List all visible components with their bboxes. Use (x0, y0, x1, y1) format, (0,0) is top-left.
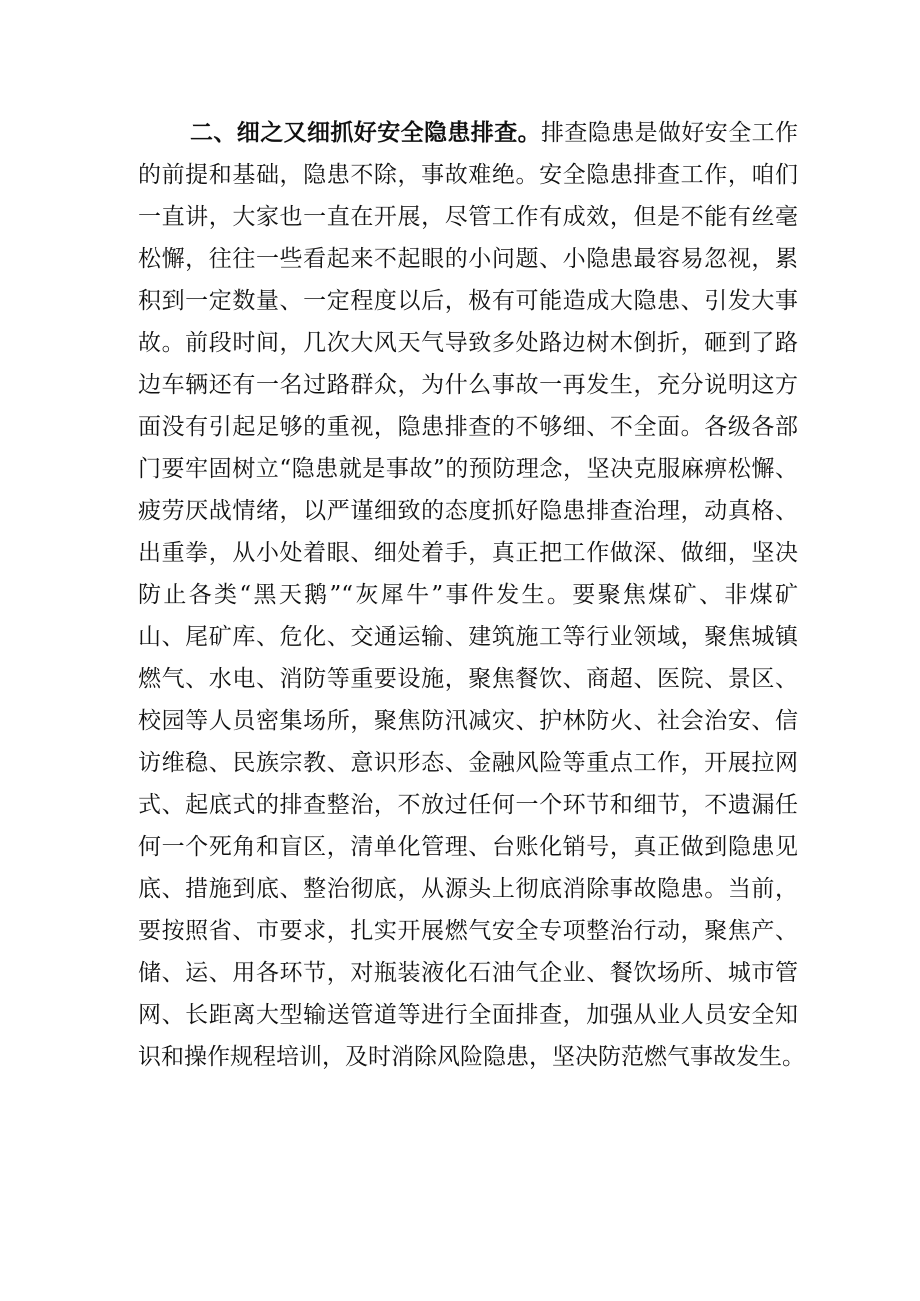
paragraph-line-21: 储、运、用各环节，对瓶装液化石油气企业、餐饮场所、城市管 (138, 960, 798, 986)
paragraph-line-11: 出重拳，从小处着眼、细处着手，真正把工作做深、做细，坚决 (138, 540, 798, 566)
paragraph-line-12: 防止各类“黑天鹅”“灰犀牛”事件发生。要聚焦煤矿、非煤矿 (138, 582, 798, 608)
body-paragraph (138, 112, 805, 1078)
paragraph-line-23: 识和操作规程培训，及时消除风险隐患，坚决防范燃气事故发生。 (138, 1044, 805, 1070)
paragraph-line-5: 积到一定数量、一定程度以后，极有可能造成大隐患、引发大事 (138, 288, 798, 314)
paragraph-line-18: 何一个死角和盲区，清单化管理、台账化销号，真正做到隐患见 (138, 834, 798, 860)
paragraph-line-9: 门要牢固树立“隐患就是事故”的预防理念，坚决克服麻痹松懈、 (138, 456, 798, 482)
paragraph-line-3: 一直讲，大家也一直在开展，尽管工作有成效，但是不能有丝毫 (138, 204, 798, 230)
paragraph-line-10: 疲劳厌战情绪，以严谨细致的态度抓好隐患排查治理，动真格、 (138, 498, 798, 524)
line-text: 排查隐患是做好安全工作 (541, 120, 799, 146)
paragraph-line-19: 底、措施到底、整治彻底，从源头上彻底消除事故隐患。当前， (138, 876, 798, 902)
paragraph-line-17: 式、起底式的排查整治，不放过任何一个环节和细节，不遗漏任 (138, 792, 798, 818)
paragraph-line-14: 燃气、水电、消防等重要设施，聚焦餐饮、商超、医院、景区、 (138, 666, 798, 692)
paragraph-line-2: 的前提和基础，隐患不除，事故难绝。安全隐患排查工作，咱们 (138, 162, 798, 188)
section-heading: 二、细之又细抓好安全隐患排查。 (190, 119, 541, 146)
paragraph-line-22: 网、长距离大型输送管道等进行全面排查，加强从业人员安全知 (138, 1002, 798, 1028)
paragraph-line-13: 山、尾矿库、危化、交通运输、建筑施工等行业领域，聚焦城镇 (138, 624, 798, 650)
paragraph-line-1 (138, 112, 798, 154)
paragraph-line-8: 面没有引起足够的重视，隐患排查的不够细、不全面。各级各部 (138, 414, 798, 440)
paragraph-line-4: 松懈，往往一些看起来不起眼的小问题、小隐患最容易忽视，累 (138, 246, 798, 272)
paragraph-line-6: 故。前段时间，几次大风天气导致多处路边树木倒折，砸到了路 (138, 330, 798, 356)
paragraph-line-15: 校园等人员密集场所，聚焦防汛减灾、护林防火、社会治安、信 (138, 708, 798, 734)
paragraph-line-7: 边车辆还有一名过路群众，为什么事故一再发生，充分说明这方 (138, 372, 798, 398)
paragraph-line-20: 要按照省、市要求，扎实开展燃气安全专项整治行动，聚焦产、 (138, 918, 798, 944)
paragraph-line-16: 访维稳、民族宗教、意识形态、金融风险等重点工作，开展拉网 (138, 750, 798, 776)
